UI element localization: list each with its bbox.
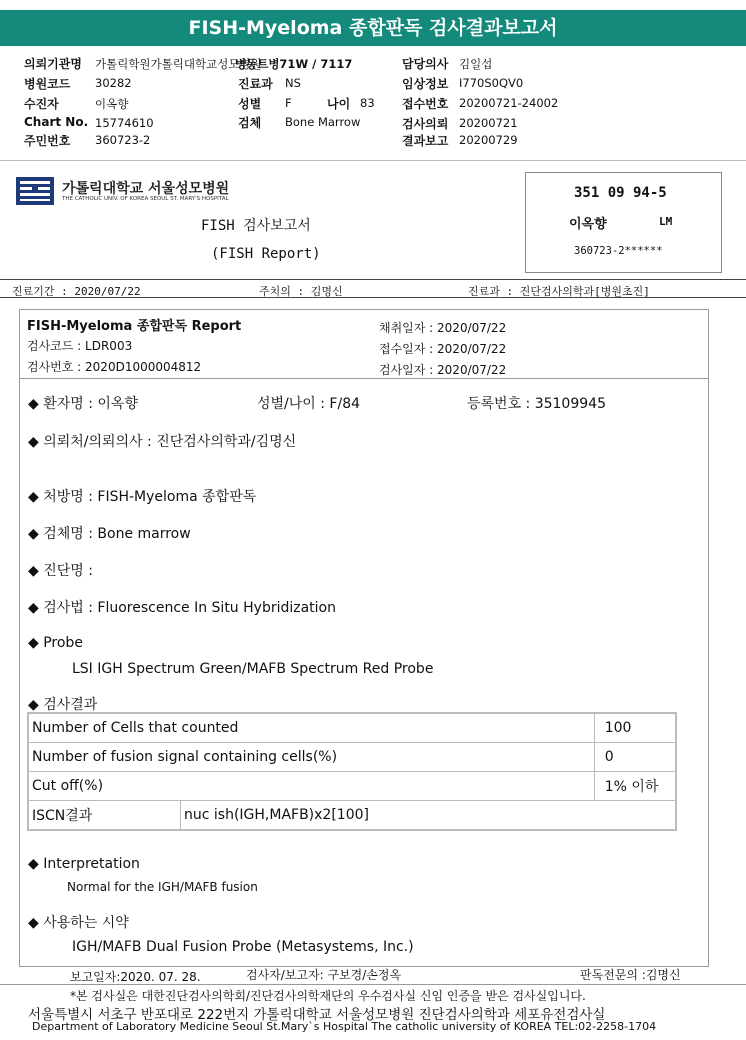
- report-name: FISH-Myeloma 종합판독 Report: [27, 319, 242, 334]
- result-value: 0: [594, 743, 676, 772]
- header-key: 수진자: [24, 97, 59, 111]
- header-value: Bone Marrow: [285, 115, 361, 129]
- certification-note: *본 검사실은 대한진단검사의학회/진단검사의학재단의 우수검사실 신임 인증을 받은 검사실입니다.: [70, 989, 586, 1003]
- header-key: 병원코드: [24, 77, 71, 91]
- divider: [0, 297, 746, 298]
- interpretation-value: Normal for the IGH/MAFB fusion: [67, 880, 258, 894]
- report-date: 보고일자:2020. 07. 28.: [70, 970, 201, 984]
- patient-card-rrn: 360723-2******: [574, 245, 663, 257]
- address-korean: 서울특별시 서초구 반포대로 222번지 가톨릭대학교 서울성모병원 진단검사의학과 세포유전검사실: [28, 1007, 606, 1023]
- header-key: 검체: [238, 116, 262, 130]
- patient-card: [525, 172, 722, 273]
- table-row: [28, 772, 676, 801]
- header-value: 20200721-24002: [459, 96, 559, 110]
- patient-card-id: 351 09 94-5: [574, 185, 667, 201]
- header-value: 20200721: [459, 116, 518, 130]
- visit-period: 진료기간 : 2020/07/22: [12, 285, 141, 298]
- patient-card-name: 이옥향: [569, 217, 607, 232]
- referral-field: ◆ 의뢰처/의뢰의사 : 진단검사의학과/김명신: [28, 434, 297, 450]
- result-label: Cut off(%): [28, 772, 594, 801]
- header-key: 결과보고: [402, 134, 449, 148]
- header-key: 의뢰기관명: [24, 57, 82, 71]
- registration-number-field: 등록번호 : 35109945: [467, 396, 606, 412]
- header-key: 나이: [327, 97, 351, 111]
- results-table: [27, 712, 677, 831]
- patient-card-tag: LM: [659, 215, 673, 228]
- header-ward: 병동트병71W / 7117: [235, 57, 353, 71]
- header-key: 검사의뢰: [402, 117, 449, 131]
- header-value: F: [285, 96, 292, 110]
- iscn-value: nuc ish(IGH,MAFB)x2[100]: [181, 801, 677, 831]
- header-key: 임상정보: [402, 77, 449, 91]
- header-value: 15774610: [95, 116, 154, 130]
- header-value: 20200729: [459, 133, 518, 147]
- result-value: 1% 이하: [594, 772, 676, 801]
- report-heading: FISH 검사보고서: [201, 218, 311, 234]
- header-key: 진료과: [238, 77, 273, 91]
- reagent-heading: ◆ 사용하는 시약: [28, 915, 129, 931]
- header-key: 담당의사: [402, 57, 449, 71]
- result-label: Number of fusion signal containing cells(%): [28, 743, 594, 772]
- divider: [19, 378, 709, 379]
- specimen-field: ◆ 검체명 : Bone marrow: [28, 526, 191, 542]
- receive-date: 접수일자 : 2020/07/22: [379, 342, 507, 356]
- header-key: 주민번호: [24, 134, 71, 148]
- header-value: 이옥향: [95, 97, 129, 111]
- hospital-logo-icon: [15, 176, 55, 206]
- header-key: Chart No.: [24, 115, 89, 129]
- header-value: NS: [285, 76, 301, 90]
- header-value: I770S0QV0: [459, 76, 524, 90]
- header-value: 360723-2: [95, 133, 151, 147]
- method-field: ◆ 검사법 : Fluorescence In Situ Hybridization: [28, 600, 336, 616]
- report-subheading: (FISH Report): [211, 246, 321, 262]
- divider: [0, 279, 746, 280]
- table-row: [28, 801, 676, 831]
- header-value: 가톨릭학원가톨릭대학교성모병원: [95, 57, 262, 71]
- address-english: Department of Laboratory Medicine Seoul St.Mary`s Hospital The catholic university of KOREA TEL:02-2258-1704: [32, 1020, 657, 1033]
- report-title: FISH-Myeloma 종합판독 검사결과보고서: [0, 10, 746, 46]
- diagnosis-field: ◆ 진단명 :: [28, 563, 93, 579]
- examiners: 검사자/보고자: 구보경/손정옥: [246, 968, 402, 982]
- collect-date: 채취일자 : 2020/07/22: [379, 321, 507, 335]
- result-label: Number of Cells that counted: [28, 713, 594, 743]
- prescription-field: ◆ 처방명 : FISH-Myeloma 종합판독: [28, 489, 257, 505]
- divider: [0, 984, 746, 985]
- iscn-label: ISCN결과: [28, 801, 181, 831]
- result-value: 100: [594, 713, 676, 743]
- visit-doctor: 주치의 : 김명신: [259, 285, 343, 298]
- divider: [0, 160, 746, 161]
- header-value: 30282: [95, 76, 132, 90]
- reagent-value: IGH/MAFB Dual Fusion Probe (Metasystems, Inc.): [72, 939, 414, 955]
- specialist: 판독전문의 :김명신: [580, 968, 681, 982]
- hospital-name: 가톨릭대학교 서울성모병원: [62, 181, 230, 197]
- sex-age-field: 성별/나이 : F/84: [257, 396, 361, 412]
- table-row: [28, 713, 676, 743]
- interpretation-heading: ◆ Interpretation: [28, 856, 140, 872]
- probe-value: LSI IGH Spectrum Green/MAFB Spectrum Red Probe: [72, 661, 434, 677]
- table-row: [28, 743, 676, 772]
- visit-dept: 진료과 : 진단검사의학과[병원초진]: [468, 285, 650, 298]
- result-heading: ◆ 검사결과: [28, 697, 98, 713]
- hospital-name-en: THE CATHOLIC UNIV. OF KOREA SEOUL ST. MARY'S HOSPITAL: [62, 196, 229, 202]
- header-key: 성별: [238, 97, 262, 111]
- header-value: 김일섭: [459, 57, 493, 71]
- probe-heading: ◆ Probe: [28, 635, 83, 651]
- exam-date: 검사일자 : 2020/07/22: [379, 363, 507, 377]
- header-key: 접수번호: [402, 97, 449, 111]
- test-code: 검사코드 : LDR003: [27, 339, 133, 353]
- patient-name-field: ◆ 환자명 : 이옥향: [28, 396, 138, 412]
- header-value: 83: [360, 96, 375, 110]
- test-number: 검사번호 : 2020D1000004812: [27, 360, 202, 374]
